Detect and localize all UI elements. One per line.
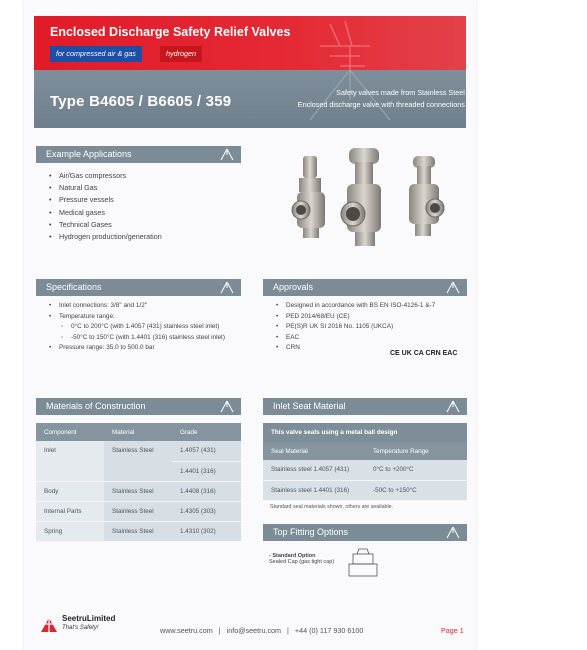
- table-cell: Inlet: [36, 441, 104, 481]
- table-row: [36, 521, 241, 541]
- seat-table: [263, 442, 467, 501]
- seetru-logo-icon: [38, 614, 60, 636]
- table-cell: 1.4310 (302): [172, 521, 241, 541]
- type-heading: Type B4605 / B6605 / 359: [50, 93, 232, 110]
- table-row: [36, 441, 241, 461]
- list-item: • Technical Gases: [47, 220, 162, 232]
- section-mark-icon: [219, 400, 235, 413]
- list-item: ◦ -50°C to 150°C (with 1.4401 (316) stainless steel inlet): [47, 334, 225, 345]
- table-row: [36, 501, 241, 521]
- list-item: • CRN: [274, 344, 435, 355]
- section-title: Top Fitting Options: [273, 527, 349, 537]
- email-link[interactable]: info@seetru.com: [226, 626, 282, 635]
- valve-illustration: [409, 156, 444, 236]
- list-item: • PE(S)R UK SI 2016 No. 1105 (UKCA): [274, 323, 435, 334]
- section-title: Materials of Construction: [46, 401, 146, 411]
- page-title: Enclosed Discharge Safety Relief Valves: [50, 25, 291, 39]
- seat-note: Standard seal materials shown, others are available.: [270, 504, 394, 510]
- approvals-list: [274, 302, 435, 355]
- table-cell: Stainless steel 1.4057 (431): [263, 460, 365, 480]
- phone-number: +44 (0) 117 930 6100: [294, 626, 364, 635]
- column-header: Component: [36, 423, 104, 441]
- section-mark-icon: [445, 400, 461, 413]
- option-description: Sealed Cap (gas tight cap): [269, 559, 335, 565]
- list-item: • Pressure range: 35.0 to 500.0 bar: [47, 344, 225, 355]
- table-cell: Stainless steel 1.4401 (316): [263, 480, 365, 500]
- specifications-heading: [36, 279, 241, 296]
- list-item: • PED 2014/68/EU (CE): [274, 313, 435, 324]
- section-mark-icon: [445, 526, 461, 539]
- table-cell: Stainless Steel: [104, 481, 172, 501]
- standard-option: [269, 553, 334, 565]
- table-cell: -50C to +150°C: [365, 480, 467, 500]
- website-link[interactable]: www.seetru.com: [160, 626, 213, 635]
- tag-compressed-air: for compressed air & gas: [50, 46, 142, 62]
- table-cell: Internal Parts: [36, 501, 104, 521]
- table-cell: 1.4408 (316): [172, 481, 241, 501]
- list-item: • Hydrogen production/generation: [47, 232, 162, 244]
- table-row: [263, 480, 467, 500]
- top-fitting-heading: [263, 524, 467, 541]
- brand-name: SeetruLimited: [62, 614, 116, 623]
- table-cell: Body: [36, 481, 104, 501]
- applications-heading: [36, 146, 241, 163]
- section-mark-icon: [445, 281, 461, 294]
- certification-marks: CE UK CA CRN EAC: [390, 350, 458, 357]
- sealed-cap-icon: [343, 548, 383, 578]
- table-cell: 1.4401 (316): [172, 461, 241, 481]
- list-item: • Natural Gas: [47, 183, 162, 195]
- column-header: Material: [104, 423, 172, 441]
- header-feature-1: Safety valves made from Stainless Steel <: [336, 88, 471, 97]
- table-header-row: [263, 442, 467, 460]
- list-item: • Designed in accordance with BS EN ISO-4126-1 &-7: [274, 302, 435, 313]
- column-header: Grade: [172, 423, 241, 441]
- materials-table: [36, 423, 241, 542]
- specifications-list: [47, 302, 225, 355]
- section-mark-icon: [219, 148, 235, 161]
- list-item: ◦ 0°C to 200°C (with 1.4057 (431) stainless steel inlet): [47, 323, 225, 334]
- table-cell: Stainless Steel: [104, 521, 172, 541]
- section-title: Specifications: [46, 282, 102, 292]
- list-item: • Pressure vessels: [47, 195, 162, 207]
- section-mark-icon: [219, 281, 235, 294]
- page-number: Page 1: [441, 626, 464, 635]
- list-item: • Medical gases: [47, 208, 162, 220]
- column-header: Temperature Range: [365, 442, 467, 460]
- section-title: Inlet Seat Material: [273, 401, 346, 411]
- table-cell: Stainless Steel: [104, 441, 172, 481]
- table-row: [263, 460, 467, 480]
- section-title: Example Applications: [46, 149, 132, 159]
- column-header: Seal Material: [263, 442, 365, 460]
- inlet-seat-heading: [263, 398, 467, 415]
- list-item: • EAC: [274, 334, 435, 345]
- brand-slogan: That's Safety!: [62, 625, 99, 631]
- table-header-row: [36, 423, 241, 441]
- valve-illustration: [341, 148, 381, 246]
- approvals-heading: [263, 279, 467, 296]
- table-row: [36, 481, 241, 501]
- valve-illustration: [292, 156, 325, 238]
- list-item: • Inlet connections: 3/8" and 1/2": [47, 302, 225, 313]
- list-item: • Temperature range:: [47, 313, 225, 324]
- list-item: • Air/Gas compressors: [47, 171, 162, 183]
- materials-heading: [36, 398, 241, 415]
- table-cell: Spring: [36, 521, 104, 541]
- seat-caption: This valve seals using a metal ball design: [263, 423, 467, 442]
- option-title: - Standard Option: [269, 553, 316, 559]
- product-image: [283, 148, 455, 248]
- table-cell: 0°C to +200°C: [365, 460, 467, 480]
- table-cell: 1.4057 (431): [172, 441, 241, 461]
- watermark-icon: [290, 70, 400, 128]
- header-feature-2: Enclosed discharge valve with threaded connections <: [297, 100, 471, 109]
- applications-list: [47, 171, 162, 244]
- footer-contact: www.seetru.com | info@seetru.com | +44 (0) 117 930 6100: [160, 626, 364, 635]
- table-cell: Stainless Steel: [104, 501, 172, 521]
- section-title: Approvals: [273, 282, 314, 292]
- table-cell: 1.4305 (303): [172, 501, 241, 521]
- tag-hydrogen: hydrogen: [160, 46, 202, 62]
